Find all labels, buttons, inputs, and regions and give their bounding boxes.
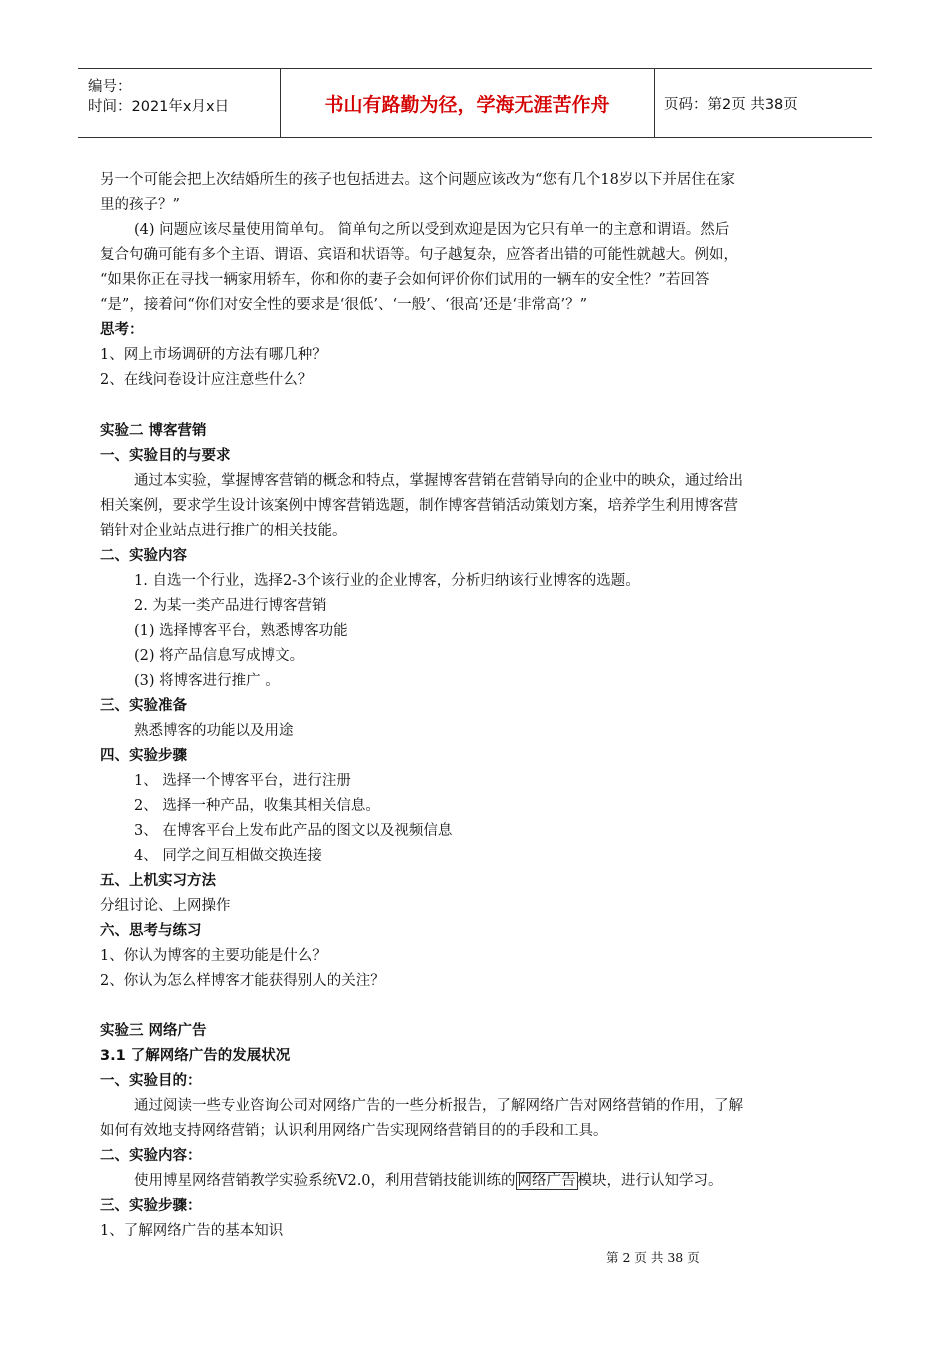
header-info-cell (78, 69, 281, 137)
experiment-title: 实验二 博客营销 (100, 423, 207, 439)
body-line: 复合句确可能有多个主语、谓语、宾语和状语等。句子越复杂，应答者出错的可能性就越大。例如， (100, 247, 738, 263)
body-line: “如果你正在寻找一辆家用轿车，你和你的妻子会如何评价你们试用的一辆车的安全性？”若回答 (100, 272, 710, 288)
page-footer: 第 2 页 共 38 页 (606, 1250, 700, 1265)
experiment-title: 实验三 网络广告 (100, 1023, 207, 1039)
body-line: (4) 问题应该尽量使用简单句。 简单句之所以受到欢迎是因为它只有单一的主意和谓语。然后 (134, 222, 730, 238)
question-item: 1、网上市场调研的方法有哪几种？ (100, 347, 327, 363)
body-line: 通过本实验，掌握博客营销的概念和特点，掌握博客营销在营销导向的企业中的映众，通过给出 (134, 473, 743, 489)
body-line: “是”，接着问“你们对安全性的要求是‘很低’、‘一般’、‘很高’还是‘非常高’？” (100, 297, 588, 313)
boxed-term: 网络广告 (517, 1173, 576, 1189)
question-item: 2、在线问卷设计应注意些什么？ (100, 372, 313, 388)
section-heading: 六、思考与练习 (100, 923, 202, 939)
body-line: 通过阅读一些专业咨询公司对网络广告的一些分析报告，了解网络广告对网络营销的作用，了解 (134, 1098, 743, 1114)
section-heading: 二、实验内容： (100, 1148, 202, 1164)
section-heading: 三、实验步骤： (100, 1198, 202, 1214)
section-heading: 四、实验步骤 (100, 748, 187, 764)
document-number-label: 编号： (88, 79, 132, 95)
question-item: 1、你认为博客的主要功能是什么？ (100, 948, 327, 964)
list-item: 4、 同学之间互相做交换连接 (134, 848, 322, 864)
list-item: 3、 在博客平台上发布此产品的图文以及视频信息 (134, 823, 453, 839)
header-page-label: 页码：第2页 共38页 (664, 97, 798, 113)
body-line: 另一个可能会把上次结婚所生的孩子也包括进去。这个问题应该改为“您有几个18岁以下并居住在家 (100, 172, 735, 188)
section-heading: 三、实验准备 (100, 698, 187, 714)
body-text: 模块，进行认知学习。 (577, 1173, 723, 1189)
section-heading: 一、实验目的与要求 (100, 448, 231, 464)
list-item: 1. 自选一个行业，选择2-3个该行业的企业博客，分析归纳该行业博客的选题。 (134, 573, 640, 589)
document-time-label: 时间：2021年x月x日 (88, 99, 230, 115)
list-item: 2、 选择一种产品，收集其相关信息。 (134, 798, 380, 814)
list-item: 1、 选择一个博客平台，进行注册 (134, 773, 351, 789)
section-heading: 思考： (100, 322, 144, 338)
section-heading: 二、实验内容 (100, 548, 187, 564)
list-item: (3) 将博客进行推广 。 (134, 673, 280, 689)
subsection-heading: 3.1 了解网络广告的发展状况 (100, 1048, 291, 1064)
body-line: 销针对企业站点进行推广的相关技能。 (100, 523, 347, 539)
body-text: 使用博星网络营销教学实验系统V2.0，利用营销技能训练的 (134, 1173, 516, 1189)
list-item: 2. 为某一类产品进行博客营销 (134, 598, 327, 614)
list-item: 1、了解网络广告的基本知识 (100, 1223, 284, 1239)
page-header (78, 68, 872, 138)
section-heading: 一、实验目的： (100, 1073, 202, 1089)
body-line: 如何有效地支持网络营销；认识利用网络广告实现网络营销目的的手段和工具。 (100, 1123, 608, 1139)
body-line: 相关案例，要求学生设计该案例中博客营销选题，制作博客营销活动策划方案，培养学生利用博客营 (100, 498, 738, 514)
body-line (134, 1171, 723, 1191)
list-item: (1) 选择博客平台，熟悉博客功能 (134, 623, 348, 639)
body-line: 分组讨论、上网操作 (100, 898, 231, 914)
question-item: 2、你认为怎么样博客才能获得别人的关注？ (100, 973, 385, 989)
list-item: (2) 将产品信息写成博文。 (134, 648, 305, 664)
section-heading: 五、上机实习方法 (100, 873, 216, 889)
body-line: 熟悉博客的功能以及用途 (134, 723, 294, 739)
body-line: 里的孩子？” (100, 197, 180, 213)
header-motto: 书山有路勤为径，学海无涯苦作舟 (280, 69, 655, 137)
